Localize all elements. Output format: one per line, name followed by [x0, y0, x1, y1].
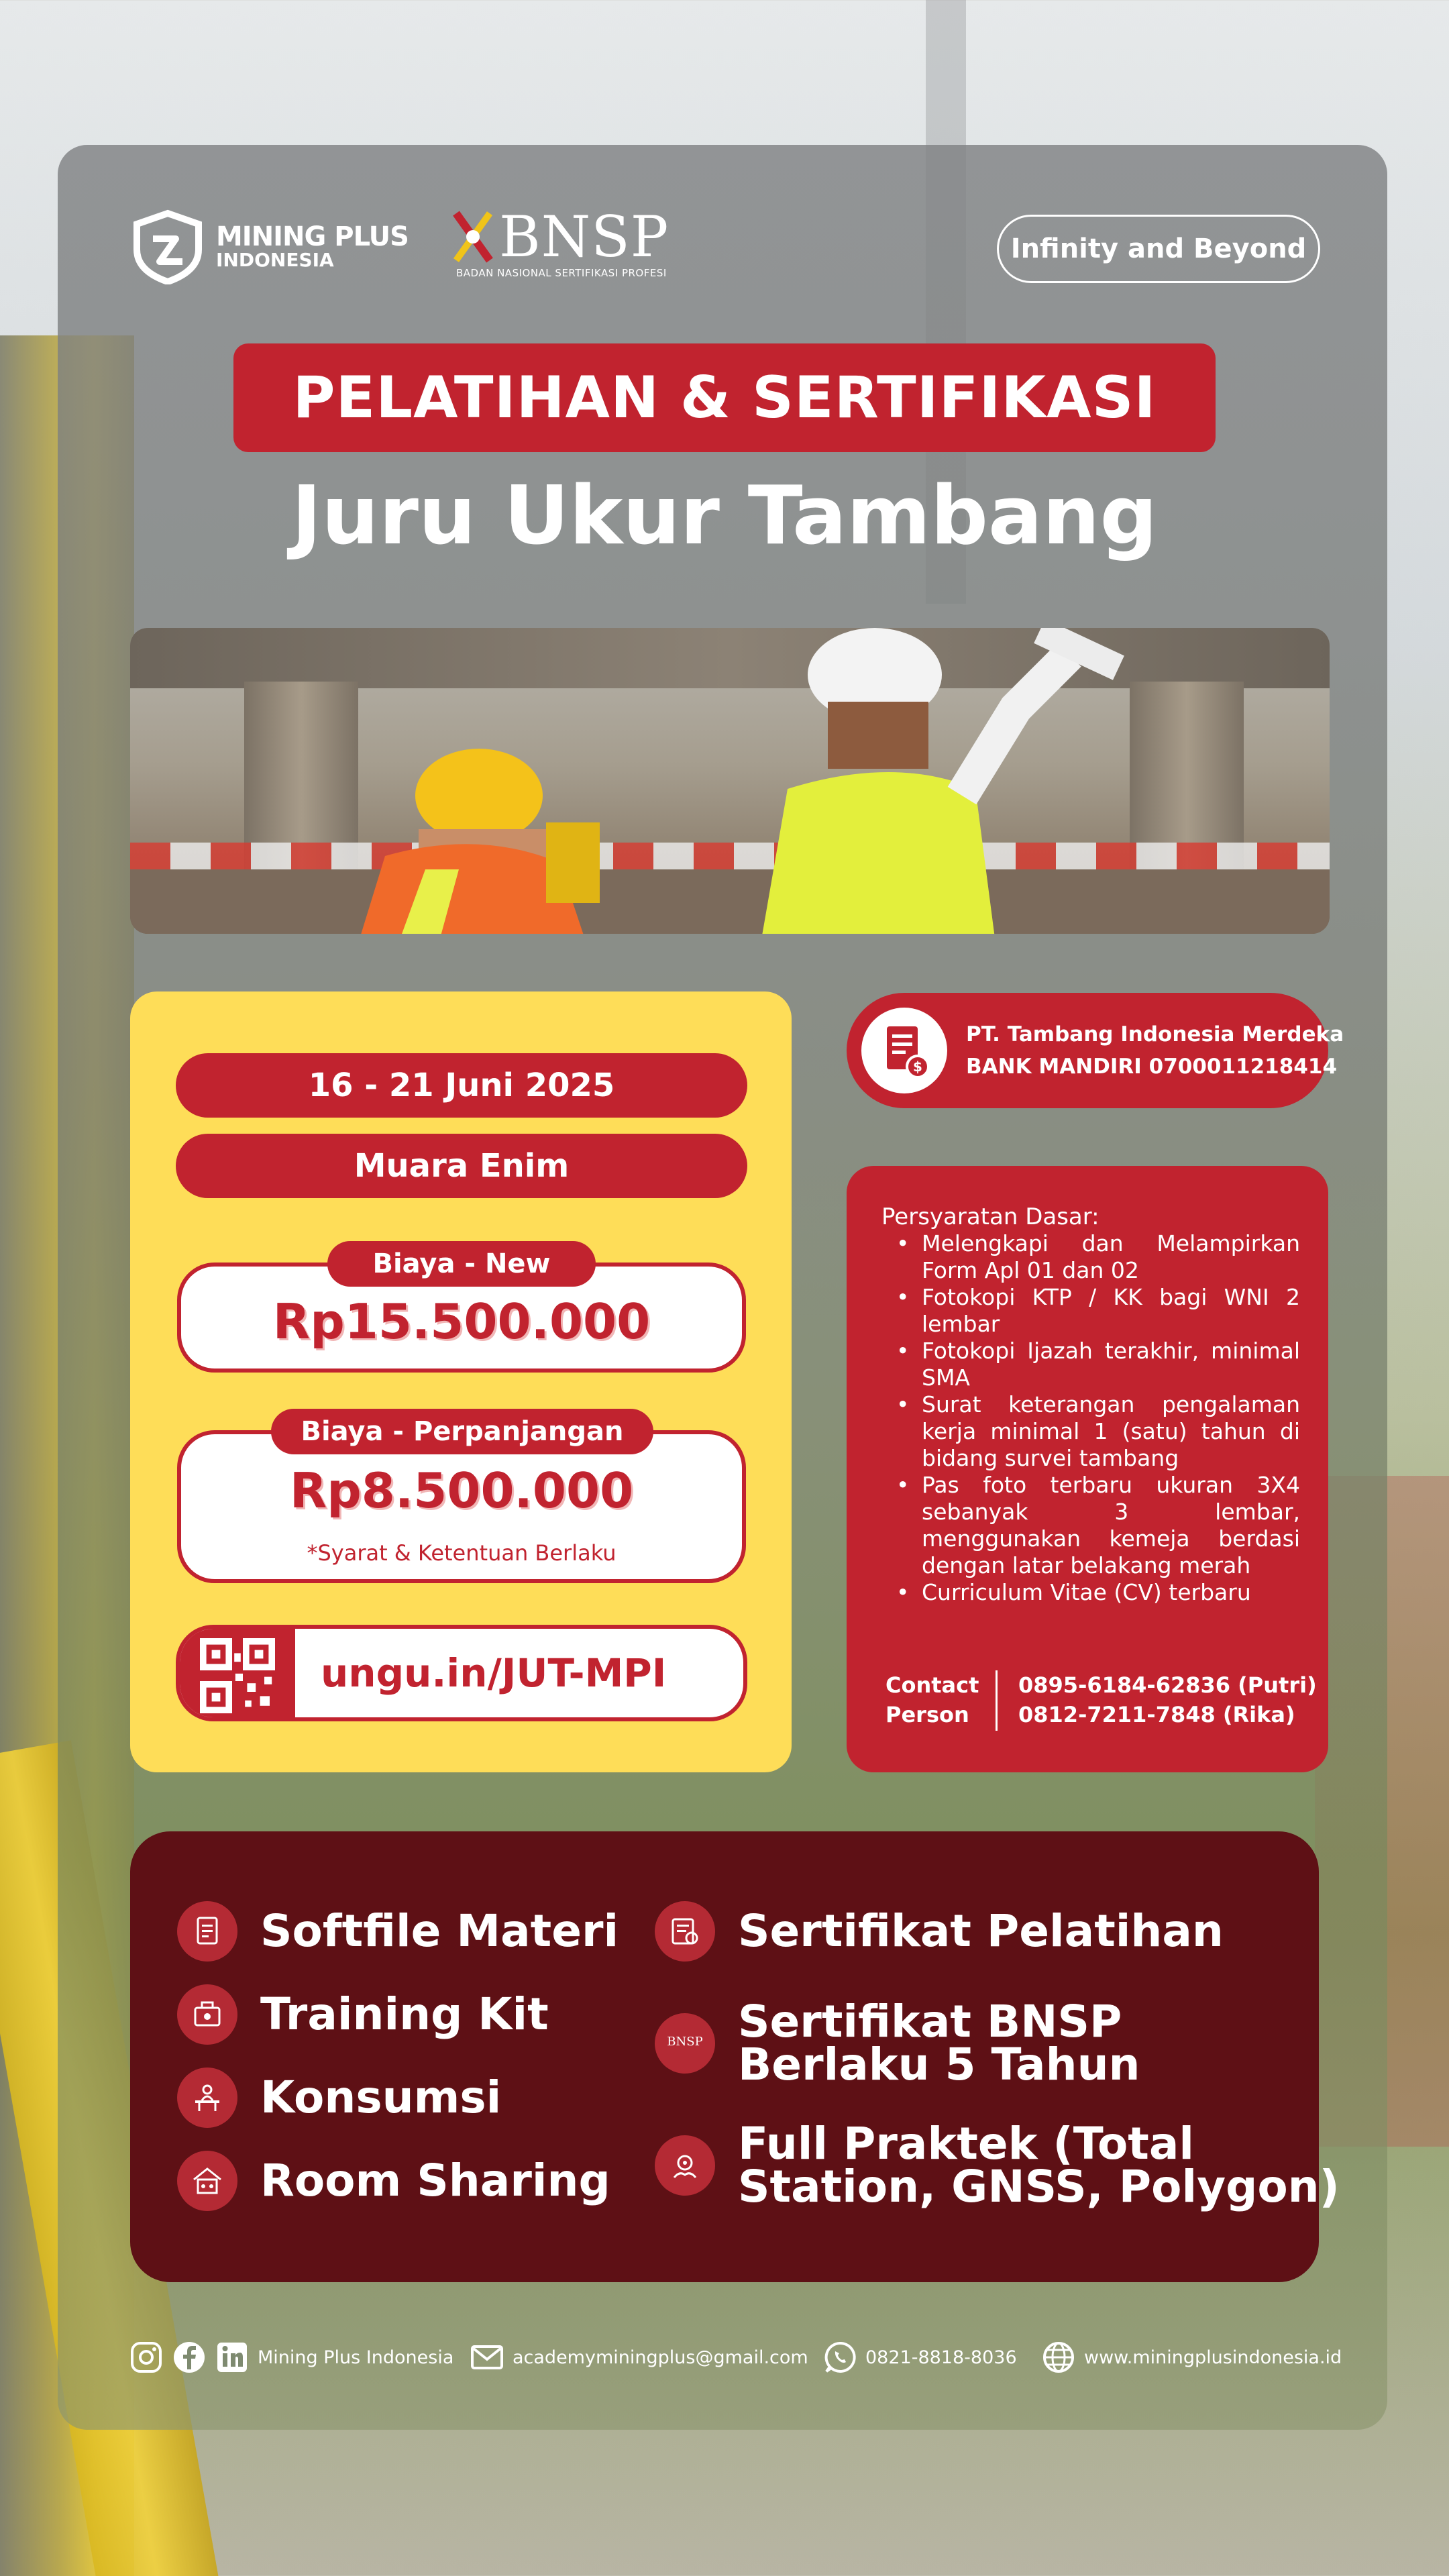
qr-code-area [180, 1629, 295, 1717]
benefit-praktek-line2: Station, GNSS, Polygon) [738, 2161, 1340, 2212]
bnsp-name: BNSP [499, 204, 669, 270]
benefit-bnsp-line1: Sertifikat BNSP [738, 1996, 1122, 2047]
footer-email-text[interactable]: academyminingplus@gmail.com [513, 2347, 808, 2368]
gear-hand-icon [655, 2135, 715, 2196]
renew-price-label: Biaya - Perpanjangan [271, 1409, 653, 1454]
registration-url[interactable]: ungu.in/JUT-MPI [321, 1650, 667, 1696]
mining-plus-name: MINING PLUS [216, 221, 409, 252]
contact-phone-rika[interactable]: 0812-7211-7848 (Rika) [1018, 1702, 1295, 1727]
benefit-softfile-text: Softfile Materi [260, 1905, 619, 1957]
benefit-praktek-line1: Full Praktek (Total [738, 2118, 1195, 2169]
linkedin-icon[interactable] [215, 2340, 250, 2375]
contact-label-line2: Person [885, 1702, 969, 1727]
new-price: Rp15.500.000 [272, 1293, 651, 1350]
registration-link[interactable] [176, 1625, 747, 1721]
mining-plus-country: INDONESIA [216, 249, 334, 271]
benefit-training-kit-text: Training Kit [260, 1988, 549, 2040]
requirement-item: • Melengkapi dan Melampirkan Form Apl 01 dan 02 [884, 1230, 1300, 1284]
benefit-konsumsi [177, 2068, 501, 2128]
event-date: 16 - 21 Juni 2025 [176, 1053, 747, 1118]
footer-website-text[interactable]: www.miningplusindonesia.id [1084, 2347, 1342, 2368]
benefit-training-kit [177, 1984, 549, 2045]
dining-icon [177, 2068, 237, 2128]
contact-phone-putri[interactable]: 0895-6184-62836 (Putri) [1018, 1672, 1317, 1698]
bank-account: BANK MANDIRI 0700011218414 [966, 1055, 1338, 1079]
requirement-item: • Fotokopi Ijazah terakhir, minimal SMA [884, 1338, 1300, 1391]
mining-plus-logo-icon [129, 209, 207, 284]
surveyor-worker-2 [707, 628, 1177, 934]
contact-label [885, 1670, 979, 1729]
bnsp-subtitle: BADAN NASIONAL SERTIFIKASI PROFESI [456, 267, 667, 279]
home-icon [177, 2151, 237, 2211]
whatsapp-icon [822, 2340, 857, 2375]
requirements-heading: Persyaratan Dasar: [881, 1203, 1099, 1230]
contact-divider [996, 1670, 998, 1731]
qr-code-icon [200, 1638, 275, 1713]
benefit-room-sharing-text: Room Sharing [260, 2155, 610, 2206]
requirement-item: • Pas foto terbaru ukuran 3X4 sebanyak 3 lembar, menggunakan kemeja berdasi dengan latar belakang merah [884, 1472, 1300, 1579]
facebook-icon[interactable] [172, 2340, 207, 2375]
requirement-item: • Fotokopi KTP / KK bagi WNI 2 lembar [884, 1284, 1300, 1338]
footer-social[interactable] [129, 2337, 453, 2377]
benefit-room-sharing [177, 2151, 610, 2211]
requirements-list [884, 1230, 1300, 1606]
benefit-full-praktek [655, 2118, 1340, 2212]
benefit-sertifikat-bnsp [655, 1996, 1140, 2090]
training-kit-icon [177, 1984, 237, 2045]
bnsp-logo[interactable] [449, 204, 669, 279]
surveyors-photo [130, 628, 1330, 934]
mail-icon [470, 2340, 504, 2375]
contact-numbers [1018, 1670, 1317, 1729]
new-price-label: Biaya - New [327, 1241, 596, 1287]
svg-text:$: $ [913, 1059, 922, 1075]
benefit-sertifikat-pelatihan [655, 1901, 1224, 1962]
bnsp-icon-text: BNSP [667, 2035, 703, 2049]
footer-email[interactable] [470, 2337, 808, 2377]
footer [129, 2337, 1342, 2377]
requirements-card [847, 1166, 1328, 1772]
footer-phone-text[interactable]: 0821-8818-8036 [865, 2347, 1017, 2368]
globe-icon [1041, 2340, 1076, 2375]
mining-plus-logo[interactable] [129, 209, 409, 284]
certificate-icon [655, 1901, 715, 1962]
benefit-konsumsi-text: Konsumsi [260, 2072, 502, 2123]
footer-whatsapp[interactable] [822, 2337, 1017, 2377]
document-icon [177, 1901, 237, 1962]
benefits-card [130, 1831, 1340, 2282]
course-title: Juru Ukur Tambang [291, 470, 1158, 563]
instagram-icon[interactable] [129, 2340, 164, 2375]
surveyor-worker-1 [345, 729, 640, 934]
tagline-badge: Infinity and Beyond [997, 215, 1320, 283]
requirement-item: • Curriculum Vitae (CV) terbaru [884, 1579, 1300, 1606]
bnsp-icon [655, 2013, 715, 2074]
event-location: Muara Enim [176, 1134, 747, 1198]
terms-note: *Syarat & Ketentuan Berlaku [307, 1540, 616, 1566]
footer-social-name: Mining Plus Indonesia [258, 2347, 454, 2368]
bank-company-name: PT. Tambang Indonesia Merdeka [966, 1022, 1344, 1046]
bnsp-star-icon [449, 207, 496, 267]
benefit-softfile [177, 1901, 619, 1962]
event-card [130, 991, 792, 1772]
title-banner: PELATIHAN & SERTIFIKASI [233, 343, 1216, 452]
contact-label-line1: Contact [885, 1672, 979, 1698]
renew-price: Rp8.500.000 [289, 1462, 634, 1519]
requirement-item: • Surat keterangan pengalaman kerja minimal 1 (satu) tahun di bidang survei tambang [884, 1391, 1300, 1472]
invoice-icon [861, 1008, 947, 1093]
footer-website[interactable] [1041, 2337, 1342, 2377]
benefit-bnsp-line2: Berlaku 5 Tahun [738, 2039, 1140, 2090]
bank-info-card [847, 993, 1344, 1108]
benefit-sertifikat-pelatihan-text: Sertifikat Pelatihan [738, 1905, 1224, 1957]
